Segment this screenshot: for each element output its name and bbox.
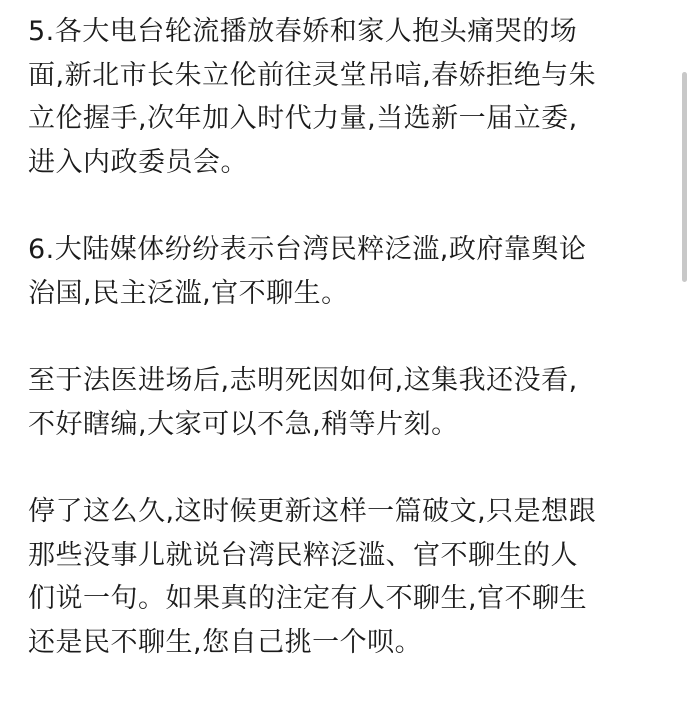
article-body bbox=[28, 10, 668, 664]
text-line: 面,新北市长朱立伦前往灵堂吊唁,春娇拒绝与朱 bbox=[28, 59, 597, 91]
text-line: 进入内政委员会。 bbox=[28, 146, 248, 178]
paragraph-spacer bbox=[28, 315, 668, 359]
vertical-scrollbar[interactable] bbox=[678, 0, 690, 720]
paragraph-spacer bbox=[28, 184, 668, 228]
text-line: 治国,民主泛滥,官不聊生。 bbox=[28, 277, 349, 309]
paragraph-forensics bbox=[28, 359, 668, 446]
text-line: 5.各大电台轮流播放春娇和家人抱头痛哭的场 bbox=[28, 16, 578, 47]
paragraph-6 bbox=[28, 228, 668, 315]
scrollbar-thumb[interactable] bbox=[682, 72, 687, 282]
text-line: 那些没事儿就说台湾民粹泛滥、官不聊生的人 bbox=[28, 539, 578, 571]
text-line: 至于法医进场后,志明死因如何,这集我还没看, bbox=[28, 365, 578, 396]
paragraph-5 bbox=[28, 10, 668, 184]
text-line: 6.大陆媒体纷纷表示台湾民粹泛滥,政府靠舆论 bbox=[28, 234, 587, 265]
text-line: 停了这么久,这时候更新这样一篇破文,只是想跟 bbox=[28, 496, 597, 527]
paragraph-closing bbox=[28, 490, 668, 664]
text-line: 还是民不聊生,您自己挑一个呗。 bbox=[28, 626, 423, 658]
text-line: 不好瞎编,大家可以不急,稍等片刻。 bbox=[28, 408, 459, 440]
text-line: 立伦握手,次年加入时代力量,当选新一届立委, bbox=[28, 103, 578, 134]
paragraph-spacer bbox=[28, 446, 668, 490]
text-line: 们说一句。如果真的注定有人不聊生,官不聊生 bbox=[28, 583, 588, 614]
